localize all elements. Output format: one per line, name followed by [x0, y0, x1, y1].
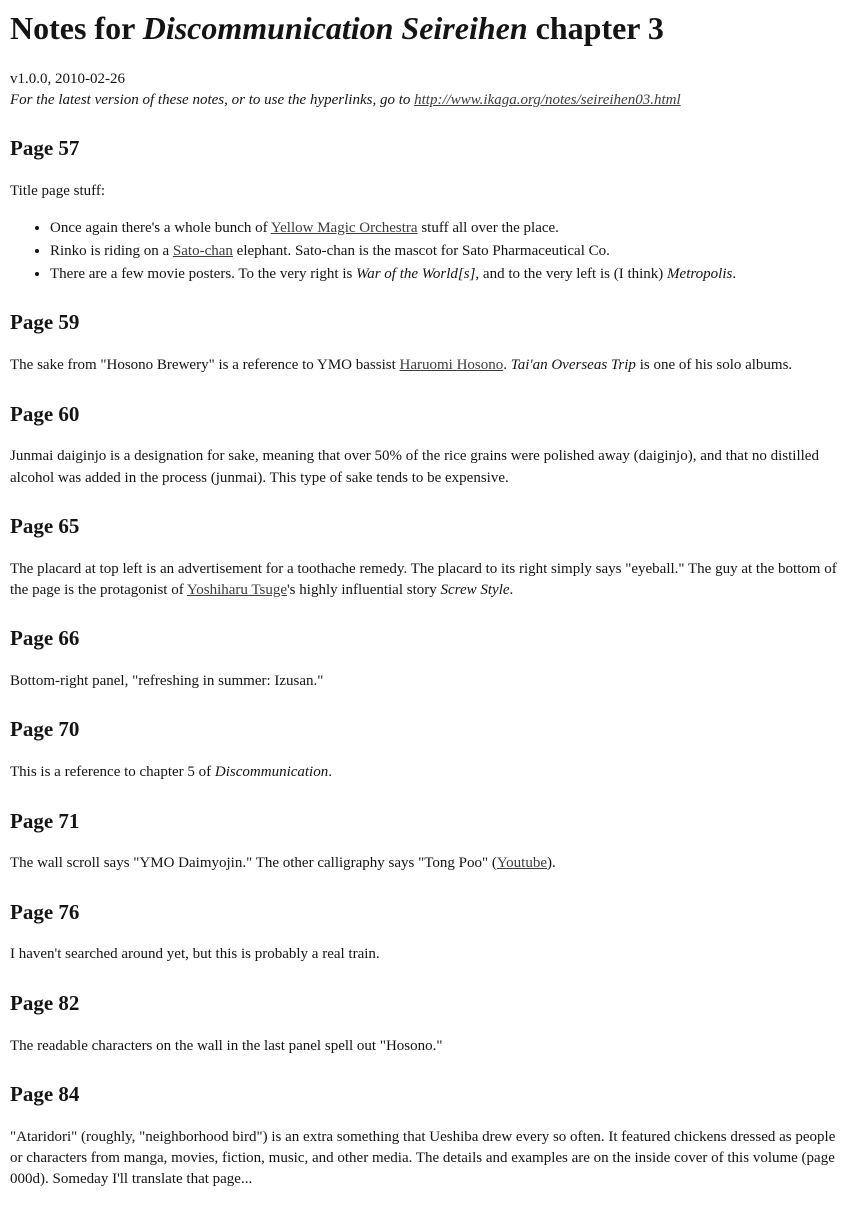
section-heading: Page 82: [10, 990, 80, 1015]
text-run: War of the World[s]: [356, 266, 476, 283]
section-heading: Page 57: [10, 136, 80, 161]
text-run: There are a few movie posters. To the very right is: [50, 266, 357, 283]
page-title-prefix: Notes for: [10, 10, 143, 46]
intro-line: [10, 92, 681, 108]
intro-text: For the latest version of these notes, or to use the hyperlinks, go to: [10, 92, 415, 109]
text-run: .: [509, 582, 514, 599]
paragraph: [10, 559, 842, 602]
section-heading: Page 71: [10, 808, 80, 833]
section-heading: Page 66: [10, 626, 80, 651]
text-run: elephant. Sato-chan is the mascot for Sato Pharmaceutical Co.: [232, 242, 610, 259]
text-run: I haven't searched around yet, but this is probably a real train.: [10, 946, 380, 963]
text-run: The sake from "Hosono Brewery" is a reference to YMO bassist: [10, 357, 400, 374]
paragraph: [10, 671, 842, 692]
text-run: is one of his solo albums.: [635, 357, 793, 374]
section-heading: Page 84: [10, 1081, 80, 1106]
text-run: "Ataridori" (roughly, "neighborhood bird") is an extra something that Ueshiba drew every so often. It featured chickens dressed as people or characters from manga, movies, fiction, music, and other media. The details and examples are on the inside cover of this volume (page 000d). Someday I'll translate that page...: [10, 1128, 836, 1188]
document-header: [10, 10, 842, 111]
inline-link[interactable]: Sato-chan: [172, 242, 233, 259]
text-run: Tai'an Overseas Trip: [510, 357, 636, 374]
header-meta: [10, 69, 842, 112]
text-run: Metropolis: [667, 266, 733, 283]
inline-link[interactable]: Yoshiharu Tsuge: [186, 582, 287, 599]
paragraph: [10, 1127, 842, 1191]
notes-url-link[interactable]: http://www.ikaga.org/notes/seireihen03.html: [414, 92, 681, 109]
page-note-section: [10, 400, 842, 489]
page-note-section: [10, 308, 842, 376]
section-heading: Page 59: [10, 310, 80, 335]
text-run: 's highly influential story: [286, 582, 441, 599]
paragraph: [10, 853, 842, 874]
page-title-suffix: chapter 3: [527, 10, 664, 46]
page-note-section: [10, 715, 842, 783]
paragraph: [10, 944, 842, 965]
text-run: The readable characters on the wall in the last panel spell out "Hosono.": [10, 1037, 443, 1054]
text-run: Discommunication: [214, 764, 329, 781]
page-note-section: [10, 989, 842, 1057]
page-note-section: [10, 898, 842, 966]
list-item: [50, 218, 842, 239]
text-run: Rinko is riding on a: [50, 242, 173, 259]
text-run: , and to the very left is (I think): [475, 266, 668, 283]
text-run: .: [503, 357, 511, 374]
page-note-section: [10, 1080, 842, 1191]
inline-link[interactable]: Yellow Magic Orchestra: [270, 219, 418, 236]
text-run: stuff all over the place.: [417, 219, 559, 236]
text-run: Title page stuff:: [10, 183, 106, 200]
paragraph: [10, 355, 842, 376]
paragraph: [10, 446, 842, 489]
page-note-section: [10, 624, 842, 692]
page-title: [10, 10, 842, 47]
inline-link[interactable]: Haruomi Hosono: [399, 357, 504, 374]
section-heading: Page 76: [10, 899, 80, 924]
page-note-section: [10, 807, 842, 875]
section-heading: Page 70: [10, 717, 80, 742]
text-run: Once again there's a whole bunch of: [50, 219, 271, 236]
section-heading: Page 60: [10, 401, 80, 426]
paragraph: [10, 1036, 842, 1057]
bullet-list: [10, 218, 842, 286]
text-run: The placard at top left is an advertisement for a toothache remedy. The placard to its right simply says "eyeball." The guy at the bottom of the page is the protagonist of: [10, 560, 837, 599]
text-run: .: [732, 266, 737, 283]
list-item: [50, 241, 842, 262]
version-line: v1.0.0, 2010-02-26: [10, 70, 125, 87]
paragraph: [10, 181, 842, 202]
text-run: Screw Style: [440, 582, 510, 599]
text-run: ).: [547, 855, 556, 872]
section-heading: Page 65: [10, 513, 80, 538]
text-run: Junmai daiginjo is a designation for sake, meaning that over 50% of the rice grains were polished away (daiginjo), and that no distilled alcohol was added in the process (junmai). This type of sake tends to be expensive.: [10, 448, 819, 486]
text-run: Bottom-right panel, "refreshing in summer: Izusan.": [10, 673, 324, 690]
paragraph: [10, 762, 842, 783]
text-run: .: [328, 764, 332, 781]
page-note-section: [10, 512, 842, 601]
list-item: [50, 264, 842, 285]
text-run: This is a reference to chapter 5 of: [10, 764, 215, 781]
inline-link[interactable]: Youtube: [496, 855, 547, 872]
page-title-series-name: Discommunication Seireihen: [142, 10, 528, 46]
page-note-section: [10, 134, 842, 285]
notes-document: [10, 134, 842, 1190]
text-run: The wall scroll says "YMO Daimyojin." The other calligraphy says "Tong Poo" (: [10, 855, 497, 872]
